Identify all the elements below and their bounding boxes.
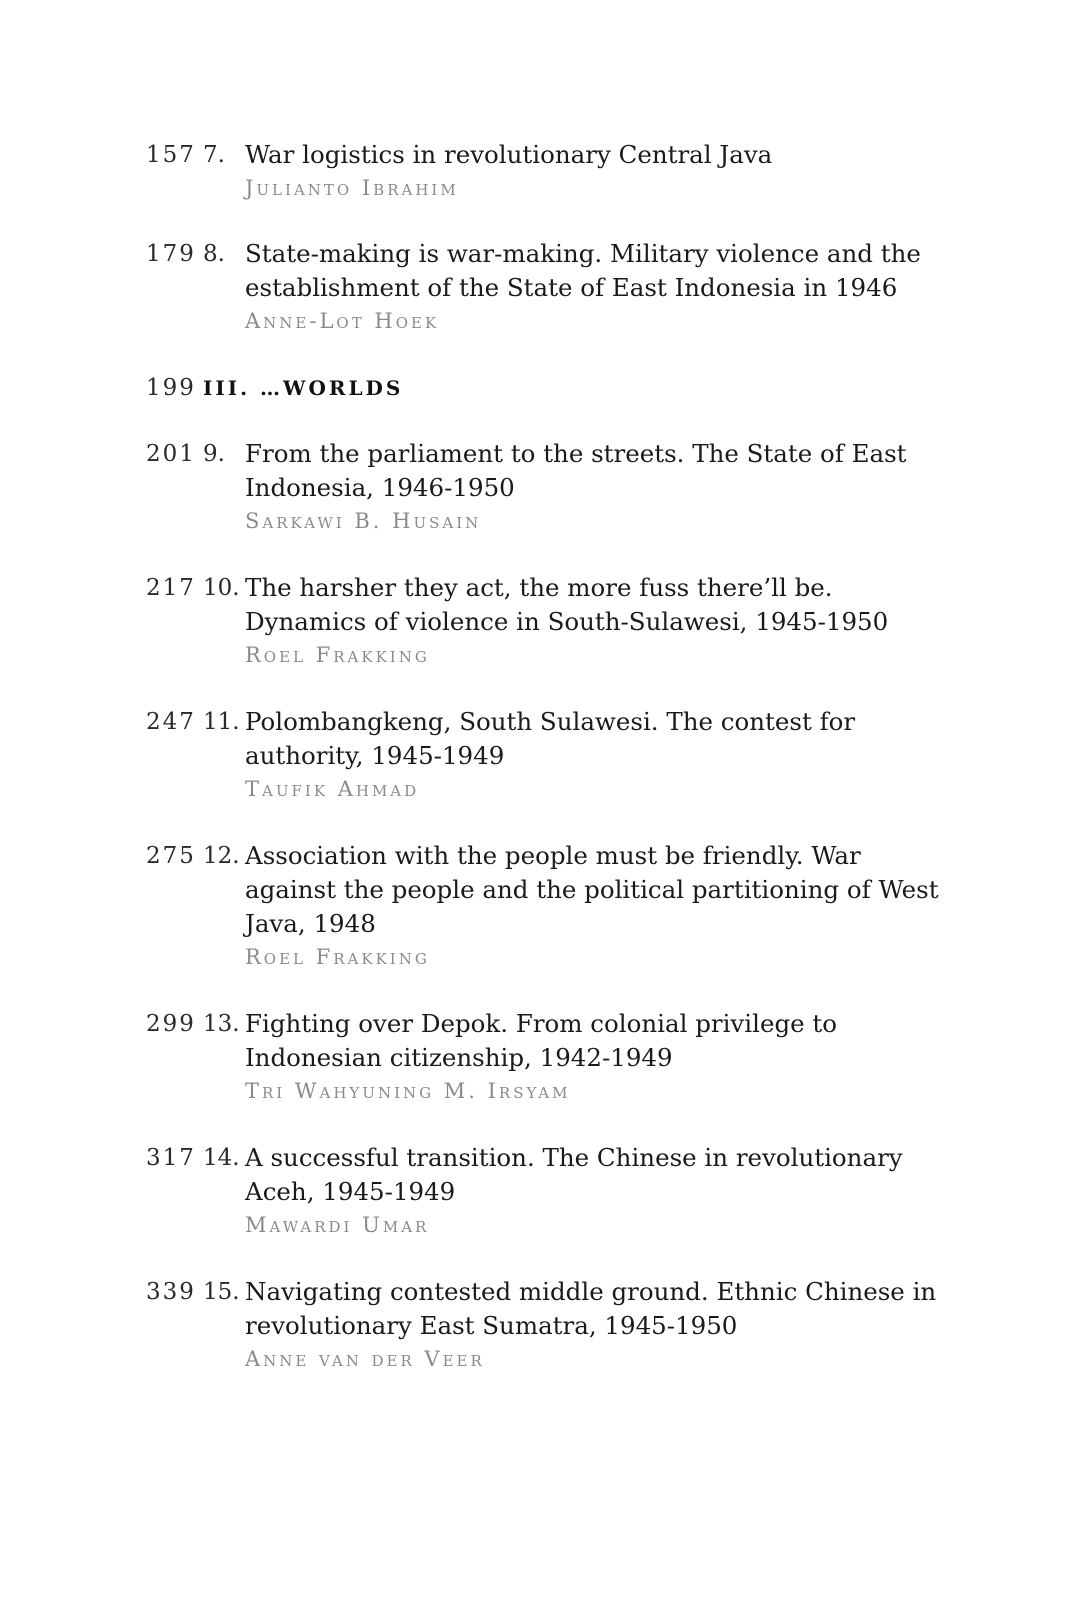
toc-entry [146,705,946,805]
entry-body [245,237,946,337]
chapter-title: A successful transition. The Chinese in revolutionary Aceh, 1945-1949 [245,1143,903,1206]
chapter-number: 11. [203,709,240,735]
page-number: 339 [146,1279,196,1305]
entry-body [245,138,946,204]
page-number: 299 [146,1011,196,1037]
entry-body [245,839,946,973]
chapter-author: Anne-Lot Hoek [245,309,440,333]
page-number: 247 [146,709,196,735]
chapter-author: Mawardi Umar [245,1213,430,1237]
page-number: 317 [146,1145,196,1171]
section-title: III. …WORLDS [203,376,404,400]
chapter-author: Taufik Ahmad [245,777,420,801]
chapter-title: Polombangkeng, South Sulawesi. The contest for authority, 1945-1949 [245,707,856,770]
chapter-number: 7. [203,142,225,168]
entry-body [245,571,946,671]
toc-entry [146,1141,946,1241]
chapter-number: 10. [203,575,240,601]
page-number: 217 [146,575,196,601]
entry-body [245,705,946,805]
page-number: 157 [146,142,196,168]
chapter-title: Navigating contested middle ground. Ethnic Chinese in revolutionary East Sumatra, 1945-1950 [245,1277,937,1340]
chapter-author: Tri Wahyuning M. Irsyam [245,1079,571,1103]
entry-body [245,437,946,537]
toc-entry [146,1275,946,1375]
chapter-number: 14. [203,1145,240,1171]
toc-entry [146,571,946,671]
chapter-author: Sarkawi B. Husain [245,509,482,533]
chapter-title: From the parliament to the streets. The State of East Indonesia, 1946-1950 [245,439,907,502]
chapter-number: 9. [203,441,225,467]
toc-entry [146,437,946,537]
chapter-author: Anne van der Veer [245,1347,485,1371]
chapter-title: Association with the people must be friendly. War against the people and the political partitioning of West Java, 1948 [245,841,939,938]
chapter-title: Fighting over Depok. From colonial privilege to Indonesian citizenship, 1942-1949 [245,1009,838,1072]
entry-body [245,1275,946,1375]
page-number: 201 [146,441,196,467]
entry-body [245,1007,946,1107]
page-number: 275 [146,843,196,869]
chapter-author: Roel Frakking [245,643,430,667]
page-number: 199 [146,375,196,401]
chapter-number: 13. [203,1011,240,1037]
chapter-number: 12. [203,843,240,869]
page-number: 179 [146,241,196,267]
chapter-title: State-making is war-making. Military violence and the establishment of the State of East Indonesia in 1946 [245,239,921,302]
toc-entry [146,138,946,204]
toc-entry [146,839,946,973]
entry-body [245,1141,946,1241]
chapter-title: War logistics in revolutionary Central Java [245,140,773,169]
chapter-author: Roel Frakking [245,945,430,969]
chapter-title: The harsher they act, the more fuss there’ll be. Dynamics of violence in South-Sulawesi, 1945-1950 [245,573,889,636]
chapter-author: Julianto Ibrahim [245,176,459,200]
section-heading [146,371,946,405]
chapter-number: 8. [203,241,225,267]
table-of-contents [146,138,946,1375]
chapter-number: 15. [203,1279,240,1305]
toc-entry [146,237,946,337]
toc-entry [146,1007,946,1107]
